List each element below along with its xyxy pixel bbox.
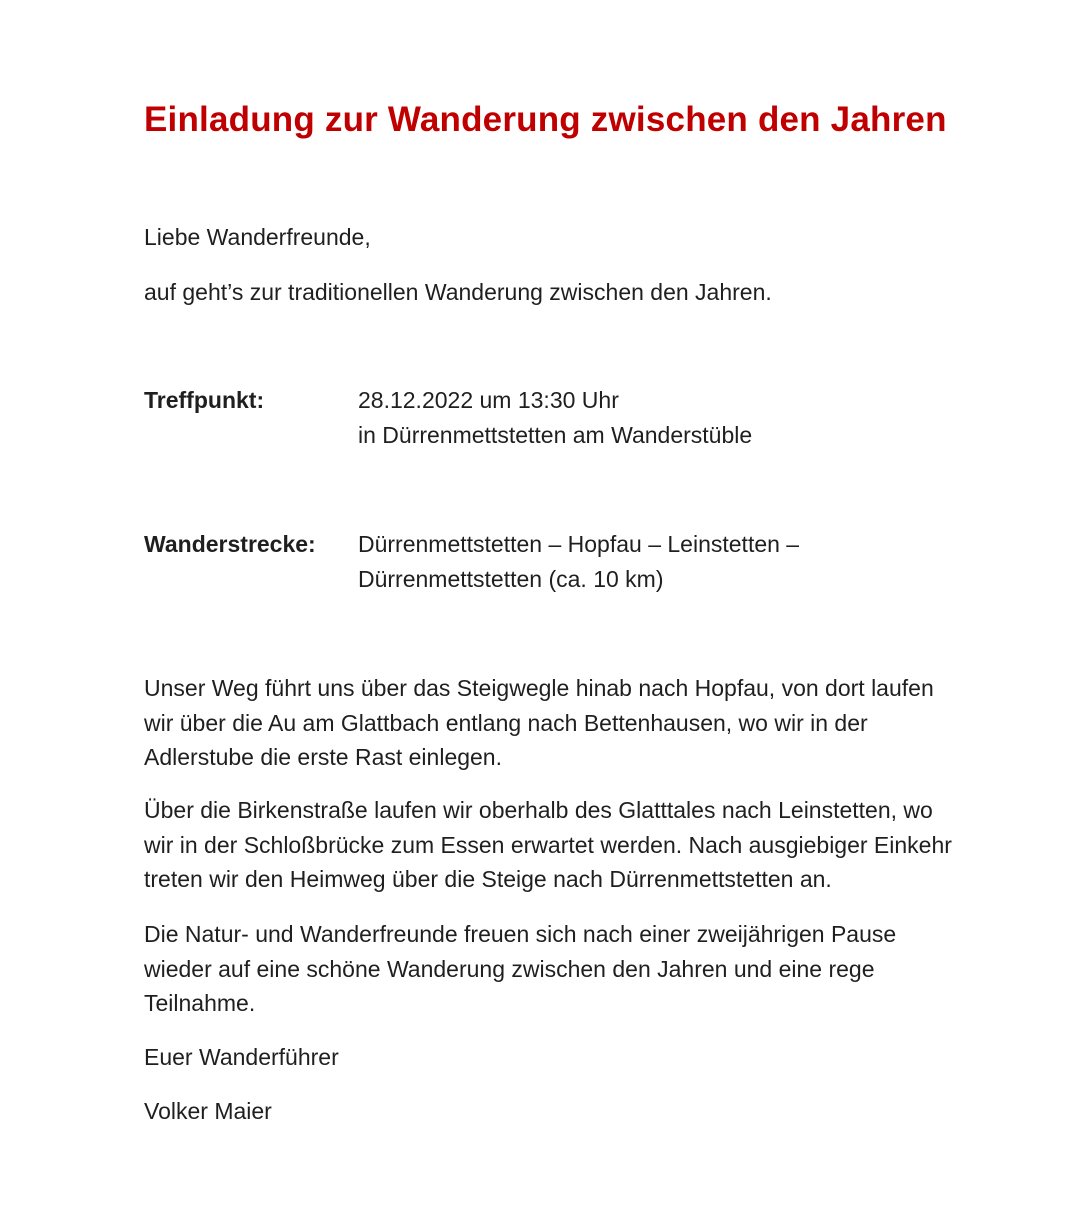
body-line: wieder auf eine schöne Wanderung zwischen den Jahren und eine rege (144, 955, 875, 982)
document-page (144, 0, 1064, 1231)
body-line: wir in der Schloßbrücke zum Essen erwartet werden. Nach ausgiebiger Einkehr (144, 831, 952, 858)
body-paragraph-route (144, 671, 934, 775)
body-line: treten wir den Heimweg über die Steige nach Dürrenmettstetten an. (144, 866, 832, 892)
meeting-details (358, 383, 752, 452)
body-paragraph-lunch (144, 793, 952, 897)
body-line: Über die Birkenstraße laufen wir oberhalb des Glatttales nach Leinstetten, wo (144, 797, 933, 823)
route-details (358, 527, 799, 596)
body-line: Die Natur- und Wanderfreunde freuen sich nach einer zweijährigen Pause (144, 921, 897, 947)
route-label: Wanderstrecke: (144, 531, 316, 557)
meeting-date-line: 28.12.2022 um 13:30 Uhr (358, 387, 619, 413)
body-line: Unser Weg führt uns über das Steigwegle hinab nach Hopfau, von dort laufen (144, 675, 934, 701)
route-line: Dürrenmettstetten (ca. 10 km) (358, 565, 664, 592)
body-line: wir über die Au am Glattbach entlang nach Bettenhausen, wo wir in der (144, 709, 868, 736)
body-line: Adlerstube die erste Rast einlegen. (144, 744, 502, 770)
signature: Volker Maier (144, 1098, 272, 1124)
intro-paragraph: auf geht’s zur traditionellen Wanderung zwischen den Jahren. (144, 279, 772, 305)
meeting-place-line: in Dürrenmettstetten am Wanderstüble (358, 421, 753, 448)
document-title: Einladung zur Wanderung zwischen den Jahren (144, 100, 947, 139)
route-line: Dürrenmettstetten – Hopfau – Leinstetten – (358, 531, 800, 557)
closing: Euer Wanderführer (144, 1044, 339, 1070)
greeting: Liebe Wanderfreunde, (144, 224, 371, 250)
meeting-label: Treffpunkt: (144, 387, 265, 413)
body-line: Teilnahme. (144, 990, 256, 1016)
body-paragraph-invitation (144, 917, 896, 1021)
